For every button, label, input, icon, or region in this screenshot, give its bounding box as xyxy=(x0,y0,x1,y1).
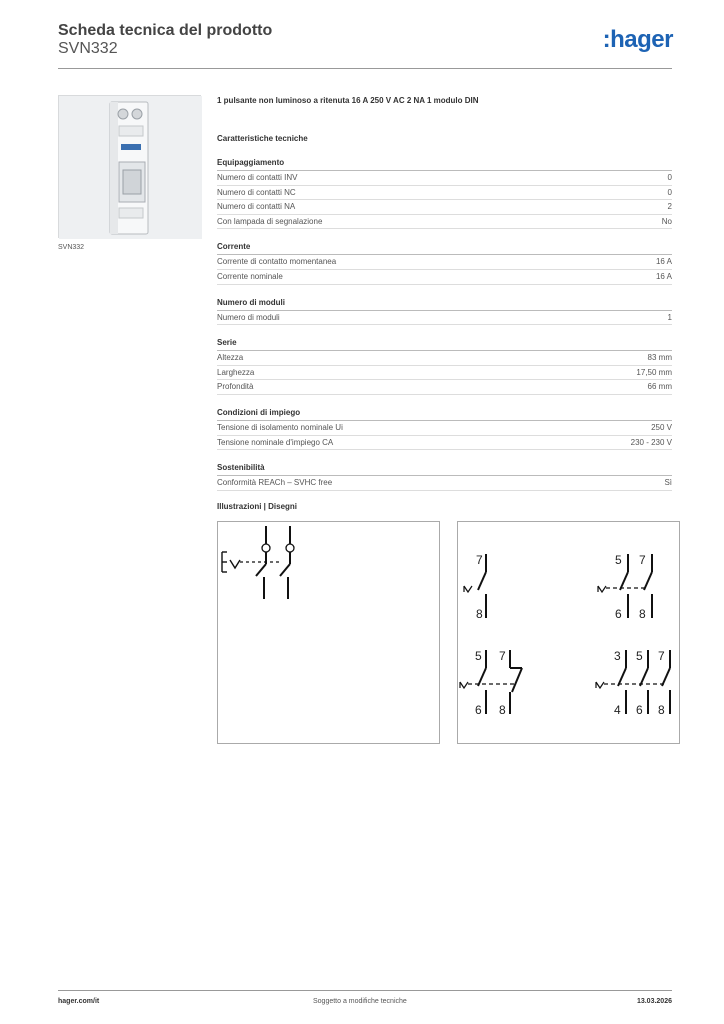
product-photo-icon xyxy=(59,96,202,239)
spec-group-moduli xyxy=(217,295,672,326)
footer-divider xyxy=(58,990,672,991)
spec-value: Sì xyxy=(664,478,672,488)
product-description: 1 pulsante non luminoso a ritenuta 16 A 250 V AC 2 NA 1 modulo DIN xyxy=(217,96,479,105)
spec-group-title: Sostenibilità xyxy=(217,460,672,476)
spec-label: Numero di contatti INV xyxy=(217,173,298,182)
spec-row xyxy=(217,366,672,381)
terminal-label: 7 xyxy=(499,649,506,663)
hager-logo: :hager xyxy=(602,26,673,53)
product-code: SVN332 xyxy=(58,40,118,57)
spec-group-title: Condizioni di impiego xyxy=(217,405,672,421)
spec-value: 1 xyxy=(667,312,672,322)
spec-row xyxy=(217,476,672,491)
terminal-label: 8 xyxy=(658,703,665,717)
footer-website-link[interactable]: hager.com/it xyxy=(58,998,100,1005)
spec-row xyxy=(217,421,672,436)
contact-diagrams-box xyxy=(457,521,680,744)
spec-group-title: Serie xyxy=(217,335,672,351)
terminal-label: 6 xyxy=(636,703,643,717)
spec-label: Con lampada di segnalazione xyxy=(217,216,323,226)
spec-group-condizioni xyxy=(217,405,672,450)
header-divider xyxy=(58,68,672,69)
spec-value: 83 mm xyxy=(647,353,672,363)
spec-value: 16 A xyxy=(655,271,672,281)
spec-label: Profondità xyxy=(217,382,254,392)
spec-label: Numero di contatti NA xyxy=(217,202,296,212)
product-image-caption: SVN332 xyxy=(58,244,85,251)
terminal-label: 7 xyxy=(658,649,665,663)
spec-row xyxy=(217,171,672,186)
product-image xyxy=(58,95,201,238)
spec-row xyxy=(217,351,672,366)
terminal-label: 5 xyxy=(475,649,482,663)
spec-group-serie xyxy=(217,335,672,395)
spec-label: Altezza xyxy=(217,353,244,363)
spec-row xyxy=(217,311,672,326)
spec-label: Corrente di contatto momentanea xyxy=(217,257,337,267)
spec-value: 250 V xyxy=(651,422,672,432)
spec-group-title: Numero di moduli xyxy=(217,295,672,311)
spec-group-equipaggiamento xyxy=(217,155,672,229)
pushbutton-symbol-icon xyxy=(218,522,439,743)
terminal-label: 8 xyxy=(476,607,483,621)
spec-section xyxy=(217,93,672,491)
terminal-label: 3 xyxy=(614,649,621,663)
terminal-label: 7 xyxy=(639,553,646,567)
spec-group-sostenibilita xyxy=(217,460,672,491)
spec-label: Tensione di isolamento nominale Ui xyxy=(217,422,343,432)
terminal-label: 6 xyxy=(615,607,622,621)
spec-value: 16 A xyxy=(655,257,672,267)
spec-value: 0 xyxy=(667,187,672,197)
spec-value: 230 - 230 V xyxy=(630,437,672,447)
spec-value: No xyxy=(661,216,672,226)
spec-group-title: Equipaggiamento xyxy=(217,155,672,171)
spec-row xyxy=(217,215,672,230)
spec-row xyxy=(217,380,672,395)
spec-row xyxy=(217,436,672,451)
footer-notice: Soggetto a modifiche tecniche xyxy=(313,998,407,1005)
spec-row xyxy=(217,186,672,201)
terminal-label: 8 xyxy=(639,607,646,621)
illustrations-heading: Illustrazioni | Disegni xyxy=(217,502,298,511)
terminal-label: 5 xyxy=(636,649,643,663)
terminal-label: 5 xyxy=(615,553,622,567)
terminal-label: 4 xyxy=(614,703,621,717)
spec-row xyxy=(217,270,672,285)
terminal-label: 8 xyxy=(499,703,506,717)
spec-label: Conformità REACh – SVHC free xyxy=(217,478,333,488)
spec-row xyxy=(217,200,672,215)
spec-label: Larghezza xyxy=(217,367,255,377)
spec-value: 0 xyxy=(667,173,672,182)
footer-date: 13.03.2026 xyxy=(636,998,672,1005)
contact-diagrams-icon xyxy=(458,522,679,743)
spec-group-corrente xyxy=(217,239,672,284)
page-title: Scheda tecnica del prodotto xyxy=(58,22,273,39)
spec-label: Numero di moduli xyxy=(217,312,280,322)
wiring-symbol-box xyxy=(217,521,440,744)
spec-value: 2 xyxy=(667,202,672,212)
spec-label: Numero di contatti NC xyxy=(217,187,296,197)
spec-group-title: Corrente xyxy=(217,239,672,255)
spec-label: Tensione nominale d'impiego CA xyxy=(217,437,334,447)
terminal-label: 7 xyxy=(476,553,483,567)
specs-heading: Caratteristiche tecniche xyxy=(217,134,308,143)
spec-row xyxy=(217,255,672,270)
spec-label: Corrente nominale xyxy=(217,271,283,281)
terminal-label: 6 xyxy=(475,703,482,717)
spec-value: 66 mm xyxy=(647,382,672,392)
spec-value: 17,50 mm xyxy=(636,367,672,377)
